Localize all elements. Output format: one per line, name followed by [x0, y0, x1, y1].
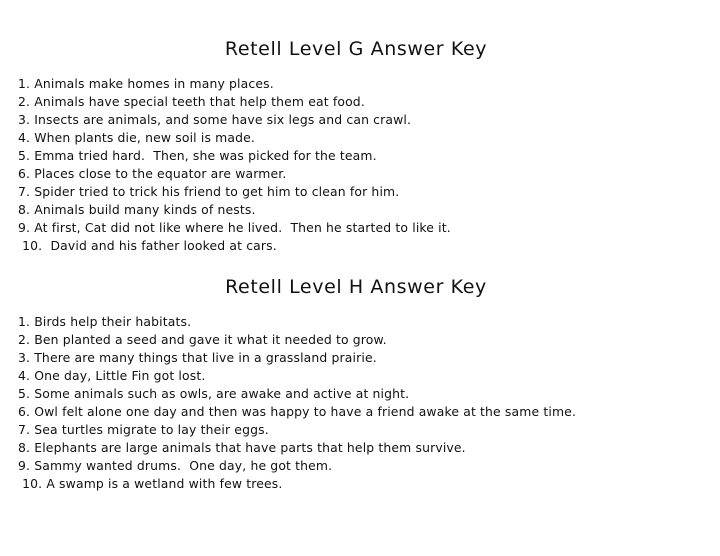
item-number: 6. — [18, 166, 31, 181]
item-text: One day, Little Fin got lost. — [34, 368, 206, 383]
level-h-title: Retell Level H Answer Key — [225, 276, 487, 298]
list-item — [18, 237, 451, 255]
item-text: Animals make homes in many places. — [34, 76, 274, 91]
item-number: 7. — [18, 184, 31, 199]
list-item — [18, 421, 576, 439]
item-text: A swamp is a wetland with few trees. — [46, 476, 283, 491]
list-item — [18, 111, 451, 129]
item-number: 10. — [22, 238, 43, 253]
item-text: Ben planted a seed and gave it what it needed to grow. — [34, 332, 387, 347]
item-text: Sammy wanted drums. One day, he got them. — [34, 458, 333, 473]
item-number: 7. — [18, 422, 31, 437]
list-item — [18, 439, 576, 457]
list-item — [18, 93, 451, 111]
item-number: 4. — [18, 368, 31, 383]
item-text: There are many things that live in a grassland prairie. — [34, 350, 377, 365]
item-text: Animals have special teeth that help them eat food. — [34, 94, 365, 109]
item-number: 8. — [18, 440, 31, 455]
list-item — [18, 201, 451, 219]
item-number: 5. — [18, 148, 31, 163]
item-text: Spider tried to trick his friend to get him to clean for him. — [34, 184, 400, 199]
list-item — [18, 147, 451, 165]
item-text: Places close to the equator are warmer. — [34, 166, 287, 181]
level-h-answer-list — [18, 313, 576, 493]
item-text: Birds help their habitats. — [34, 314, 192, 329]
item-text: When plants die, new soil is made. — [34, 130, 255, 145]
list-item — [18, 457, 576, 475]
list-item — [18, 129, 451, 147]
item-number: 4. — [18, 130, 31, 145]
item-number: 9. — [18, 220, 31, 235]
item-number: 3. — [18, 350, 31, 365]
list-item — [18, 331, 576, 349]
list-item — [18, 349, 576, 367]
item-number: 2. — [18, 94, 31, 109]
list-item — [18, 75, 451, 93]
item-text: Some animals such as owls, are awake and active at night. — [34, 386, 410, 401]
item-text: Owl felt alone one day and then was happy to have a friend awake at the same time. — [34, 404, 577, 419]
item-number: 8. — [18, 202, 31, 217]
item-number: 1. — [18, 76, 31, 91]
level-g-answer-list — [18, 75, 451, 255]
list-item — [18, 313, 576, 331]
item-text: David and his father looked at cars. — [50, 238, 277, 253]
item-text: Emma tried hard. Then, she was picked for the team. — [34, 148, 377, 163]
list-item — [18, 367, 576, 385]
level-g-title: Retell Level G Answer Key — [224, 38, 488, 60]
item-number: 5. — [18, 386, 31, 401]
list-item — [18, 219, 451, 237]
item-number: 6. — [18, 404, 31, 419]
list-item — [18, 385, 576, 403]
list-item — [18, 183, 451, 201]
item-number: 3. — [18, 112, 31, 127]
item-number: 1. — [18, 314, 31, 329]
item-text: Sea turtles migrate to lay their eggs. — [34, 422, 269, 437]
item-number: 2. — [18, 332, 31, 347]
list-item — [18, 475, 576, 493]
item-text: Insects are animals, and some have six legs and can crawl. — [34, 112, 412, 127]
item-text: At first, Cat did not like where he lived. Then he started to like it. — [34, 220, 451, 235]
item-text: Animals build many kinds of nests. — [34, 202, 256, 217]
item-text: Elephants are large animals that have parts that help them survive. — [34, 440, 466, 455]
list-item — [18, 165, 451, 183]
list-item — [18, 403, 576, 421]
item-number: 9. — [18, 458, 31, 473]
item-number: 10. — [22, 476, 43, 491]
